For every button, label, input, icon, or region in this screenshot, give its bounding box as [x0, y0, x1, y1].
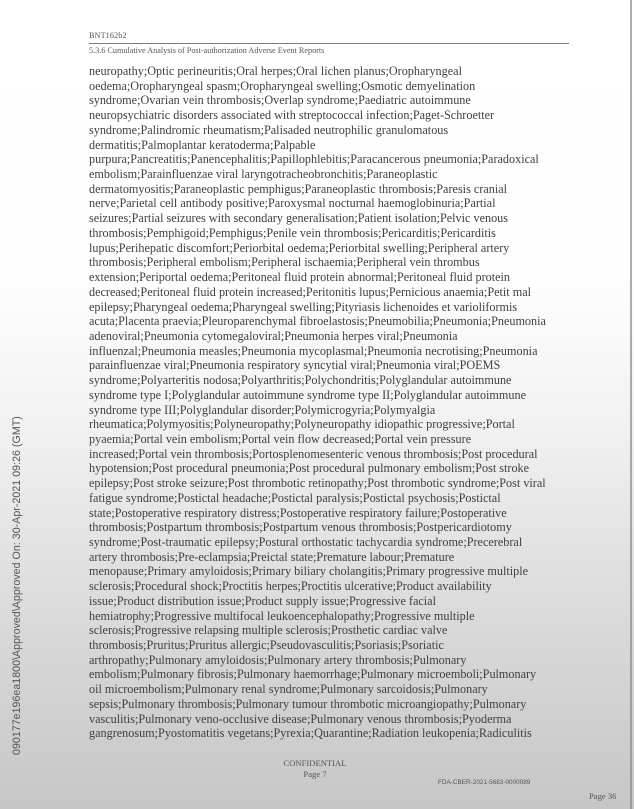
text-line: neuropsychiatric disorders associated with streptococcal infection;Paget-Schroetter — [89, 108, 495, 123]
footer-center — [260, 758, 370, 780]
page-number-outer: Page 36 — [589, 791, 617, 801]
text-line: hypotension;Post procedural pneumonia;Post procedural pulmonary embolism;Post stroke — [89, 461, 530, 476]
text-line: acuta;Placenta praevia;Pleuroparenchymal fibroelastosis;Pneumobilia;Pneumonia;Pneumonia — [89, 314, 546, 329]
text-line: syndrome;Ovarian vein thrombosis;Overlap syndrome;Paediatric autoimmune — [89, 93, 471, 108]
text-line: purpura;Pancreatitis;Panencephalitis;Papillophlebitis;Paracancerous pneumonia;Paradoxical — [89, 152, 539, 167]
text-line: syndrome type I;Polyglandular autoimmune syndrome type II;Polyglandular autoimmune — [89, 387, 526, 402]
text-line: oil microembolism;Pulmonary renal syndrome;Pulmonary sarcoidosis;Pulmonary — [89, 682, 488, 697]
text-line: epilepsy;Post stroke seizure;Post thrombotic retinopathy;Post thrombotic syndrome;Post viral — [89, 476, 546, 491]
text-line: thrombosis;Postpartum thrombosis;Postpartum venous thrombosis;Postpericardiotomy — [89, 520, 512, 535]
text-line: embolism;Parainfluenzae viral laryngotracheobronchitis;Paraneoplastic — [89, 167, 438, 182]
text-line: dermatitis;Palmoplantar keratoderma;Palpable — [89, 137, 316, 152]
text-line: thrombosis;Peripheral embolism;Peripheral ischaemia;Peripheral vein thrombus — [89, 255, 480, 270]
text-line: fatigue syndrome;Postictal headache;Postictal paralysis;Postictal psychosis;Postictal — [89, 490, 501, 505]
page-number-inner: Page 7 — [303, 769, 327, 779]
text-line: nerve;Parietal cell antibody positive;Paroxysmal nocturnal haemoglobinuria;Partial — [89, 196, 496, 211]
fda-bates-number: FDA-CBER-2021-5683-0000089 — [438, 779, 531, 786]
text-line: syndrome;Palindromic rheumatism;Palisaded neutrophilic granulomatous — [89, 122, 449, 137]
text-line: thrombosis;Pemphigoid;Pemphigus;Penile vein thrombosis;Pericarditis;Pericarditis — [89, 225, 496, 240]
text-line: extension;Periportal oedema;Peritoneal fluid protein abnormal;Peritoneal fluid protein — [89, 270, 511, 285]
text-line: syndrome type III;Polyglandular disorder;Polymicrogyria;Polymyalgia — [89, 402, 436, 417]
text-line: rheumatica;Polymyositis;Polyneuropathy;Polyneuropathy idiopathic progressive;Portal — [89, 417, 515, 432]
text-line: issue;Product distribution issue;Product supply issue;Progressive facial — [89, 593, 436, 608]
text-line: adenoviral;Pneumonia cytomegaloviral;Pneumonia herpes viral;Pneumonia — [89, 328, 458, 343]
text-line: epilepsy;Pharyngeal oedema;Pharyngeal swelling;Pityriasis lichenoides et varioliformis — [89, 299, 518, 314]
text-line: influenzal;Pneumonia measles;Pneumonia mycoplasmal;Pneumonia necrotising;Pneumonia — [89, 343, 538, 358]
text-line: decreased;Peritoneal fluid protein increased;Peritonitis lupus;Pernicious anaemia;Petit mal — [89, 284, 532, 299]
text-line: arthropathy;Pulmonary amyloidosis;Pulmonary artery thrombosis;Pulmonary — [89, 652, 467, 667]
text-line: lupus;Perihepatic discomfort;Periorbital oedema;Periorbital swelling;Peripheral artery — [89, 240, 510, 255]
page-edge-divider — [630, 0, 632, 809]
approval-stamp: 090177e196ea1800\Approved\Approved On: 30-Apr-2021 09:26 (GMT) — [11, 416, 23, 755]
text-line: oedema;Oropharyngeal spasm;Oropharyngeal swelling;Osmotic demyelination — [89, 78, 476, 93]
adverse-event-term-list — [89, 64, 559, 741]
text-line: dermatomyositis;Paraneoplastic pemphigus;Paraneoplastic thrombosis;Paresis cranial — [89, 181, 508, 196]
text-line: sclerosis;Progressive relapsing multiple sclerosis;Prosthetic cardiac valve — [89, 623, 448, 638]
header-rule — [89, 43, 569, 44]
text-line: sepsis;Pulmonary thrombosis;Pulmonary tumour thrombotic microangiopathy;Pulmonary — [89, 696, 527, 711]
section-title: 5.3.6 Cumulative Analysis of Post-authorization Adverse Event Reports — [89, 46, 325, 55]
text-line: seizures;Partial seizures with secondary generalisation;Patient isolation;Pelvic venous — [89, 211, 509, 226]
text-line: syndrome;Polyarteritis nodosa;Polyarthritis;Polychondritis;Polyglandular autoimmune — [89, 373, 512, 388]
text-line: syndrome;Post-traumatic epilepsy;Postural orthostatic tachycardia syndrome;Precerebral — [89, 535, 523, 549]
product-code: BNT162b2 — [89, 31, 127, 40]
text-line: menopause;Primary amyloidosis;Primary biliary cholangitis;Primary progressive multiple — [89, 564, 529, 579]
text-line: parainfluenzae viral;Pneumonia respiratory syncytial viral;Pneumonia viral;POEMS — [89, 358, 501, 373]
text-line: gangrenosum;Pyostomatitis vegetans;Pyrexia;Quarantine;Radiation leukopenia;Radiculitis — [89, 726, 532, 741]
text-line: neuropathy;Optic perineuritis;Oral herpes;Oral lichen planus;Oropharyngeal — [89, 64, 462, 78]
text-line: embolism;Pulmonary fibrosis;Pulmonary haemorrhage;Pulmonary microemboli;Pulmonary — [89, 667, 537, 682]
text-line: thrombosis;Pruritus;Pruritus allergic;Pseudovasculitis;Psoriasis;Psoriatic — [89, 638, 444, 653]
document-header — [89, 31, 499, 56]
text-line: vasculitis;Pulmonary veno-occlusive disease;Pulmonary venous thrombosis;Pyoderma — [89, 711, 512, 726]
text-line: sclerosis;Procedural shock;Proctitis herpes;Proctitis ulcerative;Product availability — [89, 579, 492, 594]
text-line: state;Postoperative respiratory distress;Postoperative respiratory failure;Postoperative — [89, 505, 507, 520]
confidential-label: CONFIDENTIAL — [283, 758, 347, 768]
text-line: artery thrombosis;Pre-eclampsia;Preictal state;Premature labour;Premature — [89, 549, 455, 564]
text-line: hemiatrophy;Progressive multifocal leukoencephalopathy;Progressive multiple — [89, 608, 475, 623]
text-line: pyaemia;Portal vein embolism;Portal vein flow decreased;Portal vein pressure — [89, 431, 472, 446]
text-line: increased;Portal vein thrombosis;Portosplenomesenteric venous thrombosis;Post procedural — [89, 446, 538, 461]
